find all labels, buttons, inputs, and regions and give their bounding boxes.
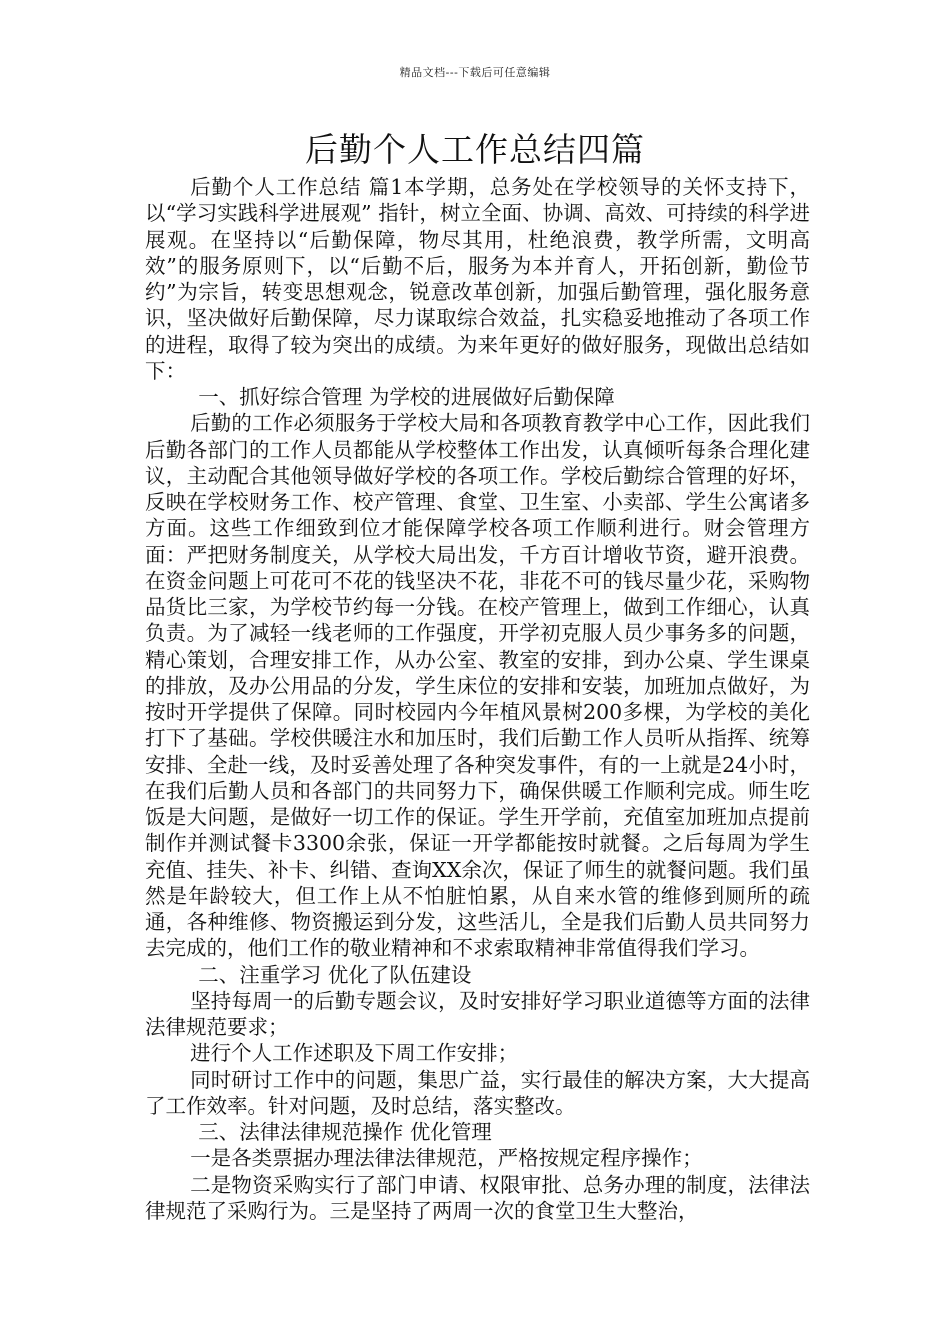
paragraph-section-1: 后勤的工作必须服务于学校大局和各项教育教学中心工作，因此我们后勤各部门的工作人员都能从学校整体工作出发，认真倾听每条合理化建议，主动配合其他领导做好学校的各项工作。学校后勤综合管理的好坏，反映在学校财务工作、校产管理、食堂、卫生室、小卖部、学生公寓诸多方面。这些工作细致到位才能保障学校各项工作顺利进行。财会管理方面：严把财务制度关，从学校大局出发，千方百计增收节资，避开浪费。在资金问题上可花可不花的钱坚决不花，非花不可的钱尽量少花，采购物品货比三家，为学校节约每一分钱。在校产管理上，做到工作细心，认真负责。为了减轻一线老师的工作强度，开学初克服人员少事务多的问题，精心策划，合理安排工作，从办公室、教室的安排，到办公桌、学生课桌的排放，及办公用品的分发，学生床位的安排和安装，加班加点做好，为按时开学提供了保障。同时校园内今年植风景树200多棵，为学校的美化打下了基础。学校供暖注水和加压时，我们后勤工作人员听从指挥、统筹安排、全赴一线，及时妥善处理了各种突发事件，有的一上就是24小时，在我们后勤人员和各部门的共同努力下，确保供暖工作顺利完成。师生吃饭是大问题，是做好一切工作的保证。学生开学前，充值室加班加点提前制作并测试餐卡3300余张，保证一开学都能按时就餐。之后每周为学生充值、挂失、补卡、纠错、查询XX余次，保证了师生的就餐问题。我们虽然是年龄较大，但工作上从不怕脏怕累，从自来水管的维修到厕所的疏通，各种维修、物资搬运到分发，这些活儿，全是我们后勤人员共同努力去完成的，他们工作的敬业精神和不求索取精神非常值得我们学习。 [145, 411, 810, 961]
paragraph-section-2-b: 进行个人工作述职及下周工作安排； [190, 1041, 519, 1066]
section-heading-2: 二、注重学习 优化了队伍建设 [198, 962, 472, 987]
paragraph-section-2-c: 同时研讨工作中的问题，集思广益，实行最佳的解决方案，大大提高了工作效率。针对问题，及时总结，落实整改。 [145, 1067, 810, 1118]
paragraph-intro: 后勤个人工作总结 篇1本学期，总务处在学校领导的关怀支持下，以“学习实践科学进展观” 指针，树立全面、协调、高效、可持续的科学进展观。在坚持以“后勤保障，物尽其用，杜绝浪费，教学所需，文明高效”的服务原则下，以“后勤不后，服务为本并育人，开拓创新，勤俭节约”为宗旨，转变思想观念，锐意改革创新，加强后勤管理，强化服务意识，坚决做好后勤保障，尽力谋取综合效益，扎实稳妥地推动了各项工作的进程，取得了较为突出的成绩。为来年更好的做好服务，现做出总结如下： [145, 175, 810, 383]
section-heading-1: 一、抓好综合管理 为学校的进展做好后勤保障 [198, 385, 615, 409]
document-body [145, 174, 810, 1224]
paragraph-section-3-b: 二是物资采购实行了部门申请、权限审批、总务办理的制度，法律法律规范了采购行为。三是坚持了两周一次的食堂卫生大整治， [145, 1172, 810, 1223]
header-note: 精品文档---下载后可任意编辑 [399, 66, 551, 79]
paragraph-section-2-a: 坚持每周一的后勤专题会议，及时安排好学习职业道德等方面的法律法律规范要求； [145, 988, 810, 1039]
paragraph-section-3-a: 一是各类票据办理法律法律规范，严格按规定程序操作； [190, 1146, 703, 1171]
section-heading-3: 三、法律法律规范操作 优化管理 [198, 1120, 492, 1144]
document-title: 后勤个人工作总结四篇 [305, 130, 645, 169]
